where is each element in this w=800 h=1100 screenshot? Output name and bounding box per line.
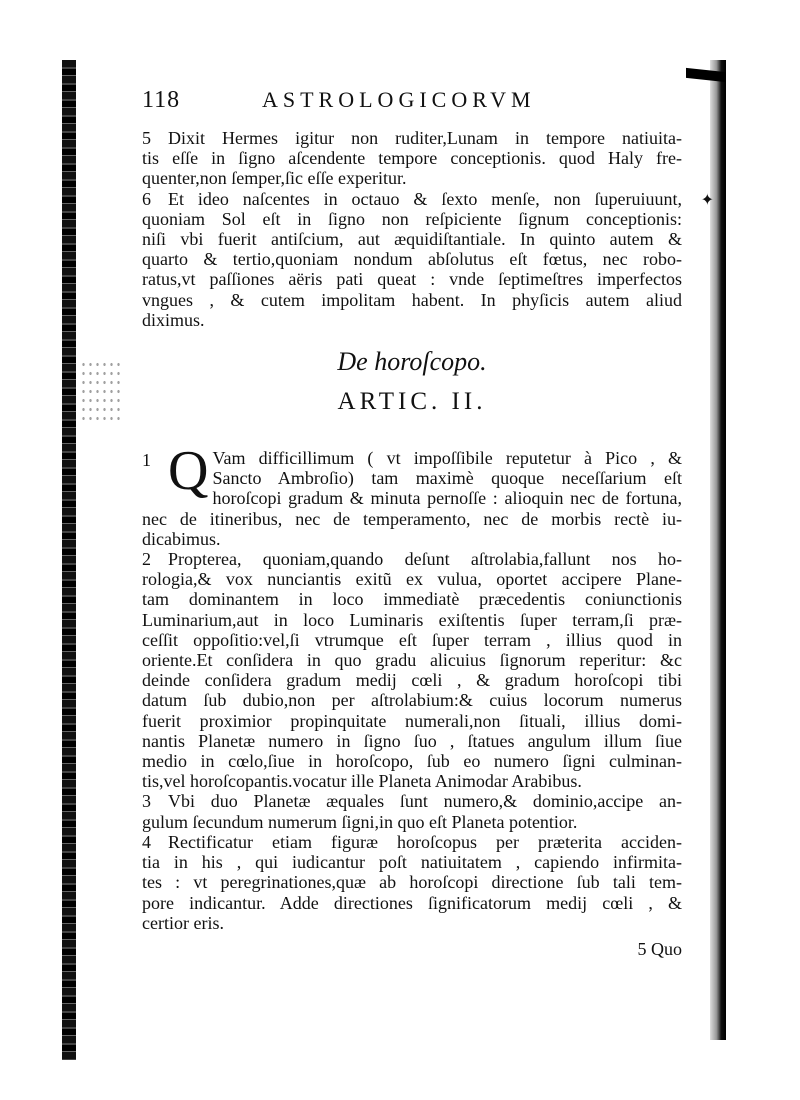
paragraph [142, 791, 682, 831]
line-text: niſi vbi fuerit antiſcium, aut æquidiſtantiale. In quinto autem & [142, 229, 682, 250]
text-line [142, 812, 682, 832]
text-line [142, 711, 682, 731]
line-text: certior eris. [142, 912, 224, 933]
line-text: gulum ſecundum numerum ſigni,in quo eſt Planeta potentior. [142, 811, 578, 832]
line-text: fuerit proximior propinquitate numerali,non ſituali, illius domi- [142, 710, 682, 731]
line-text: nec de itineribus, nec de temperamento, nec de morbis rectè iu- [142, 508, 682, 529]
section-title: De horoſcopo. [337, 347, 487, 377]
paragraph [142, 128, 682, 189]
catchword: 5 Quo [637, 938, 682, 959]
line-text: deinde conſidera gradum medij cœli , & gradum horoſcopi tibi [142, 670, 682, 691]
text-line [142, 549, 682, 569]
text-line [142, 791, 682, 811]
text-line [142, 269, 682, 289]
line-text: quenter,non ſemper,ſic eſſe experitur. [142, 168, 407, 189]
text-line [142, 468, 682, 488]
paragraph [142, 549, 682, 791]
paragraph [142, 832, 682, 933]
line-text: quoniam Sol eſt in ſigno non reſpiciente ſignum conceptionis: [142, 208, 682, 229]
line-text: horoſcopi gradum & minuta pernoſſe : alioquin nec de fortuna, [212, 488, 682, 509]
text-line [142, 529, 682, 549]
text-line [142, 209, 682, 229]
text-line [142, 290, 682, 310]
line-text: Sancto Ambroſio) tam maximè quoque neceſſarium eſt [212, 468, 682, 489]
line-text: rologia,& vox nunciantis exitũ ex vulua, oportet accipere Plane- [142, 569, 682, 590]
text-line [142, 310, 682, 330]
line-text: dicabimus. [142, 528, 221, 549]
text-line [142, 771, 682, 791]
line-text: tis,vel horoſcopantis.vocatur ille Planeta Animodar Arabibus. [142, 771, 582, 792]
line-text: tes : vt peregrinationes,quæ ab horoſcopi directione ſub tali tem- [142, 872, 682, 893]
line-text: tia in his , qui iudicantur poſt natiuitatem , capiendo infirmita- [142, 852, 682, 873]
text-line [142, 731, 682, 751]
scan-speckle [80, 360, 120, 420]
text-line [142, 509, 682, 529]
text-line [142, 229, 682, 249]
page-number: 118 [142, 87, 181, 113]
text-line [142, 249, 682, 269]
line-text: Et ideo naſcentes in octauo & ſexto menſe, non ſuperuiuunt, [168, 188, 682, 209]
catchword-row [142, 939, 682, 967]
ink-blot-icon: ✦ [700, 190, 714, 209]
line-text: vngues , & cutem impolitam habent. In phyſicis autem aliud [142, 289, 682, 310]
text-line [142, 852, 682, 872]
page-header [142, 87, 682, 124]
text-line [142, 488, 682, 508]
paragraph-number: 4 [142, 831, 151, 852]
line-text: pore indicantur. Adde directiones ſignificatorum medij cœli , & [142, 892, 682, 913]
paragraph-number: 5 [142, 128, 151, 148]
drop-cap: Q [168, 440, 209, 503]
text-line [142, 128, 682, 148]
text-line [142, 610, 682, 630]
text-line [142, 630, 682, 650]
paragraph-number: 2 [142, 549, 151, 570]
text-line [142, 832, 682, 852]
line-text: diximus. [142, 309, 205, 330]
line-text: Propterea, quoniam,quando deſunt aſtrolabia,fallunt nos ho- [168, 549, 682, 570]
text-line [142, 589, 682, 609]
line-text: tam dominantem in loco immediatè præcedentis coniunctionis [142, 589, 682, 610]
text-line [142, 650, 682, 670]
article-heading: ARTIC. II. [337, 388, 487, 416]
line-text: Luminarium,aut in loco Luminaris exiſtentis ſuper terram,ſi præ- [142, 609, 682, 630]
top-paragraphs [142, 128, 682, 330]
line-text: medio in cœlo,ſiue in horoſcopo, ſub eo numero ſigni culminan- [142, 751, 682, 772]
running-title: ASTROLOGICORVM [262, 87, 536, 112]
paragraph-number: 6 [142, 188, 151, 209]
text-line [142, 872, 682, 892]
text-line [142, 670, 682, 690]
book-spine-edge [62, 60, 76, 1060]
main-paragraphs [142, 440, 682, 933]
text-line [142, 148, 682, 168]
line-text: tis eſſe in ſigno aſcendente tempore conceptionis. quod Haly fre- [142, 148, 682, 169]
line-text: nantis Planetæ numero in ſigno ſuo , ſtatues angulum illum ſiue [142, 730, 682, 751]
text-line [142, 913, 682, 933]
line-text: Rectificatur etiam figuræ horoſcopus per præterita acciden- [168, 831, 682, 852]
text-line [142, 893, 682, 913]
text-line [142, 751, 682, 771]
text-line [142, 690, 682, 710]
line-text: datum ſub dubio,non per aſtrolabium:& cuius locorum numerus [142, 690, 682, 711]
text-line [142, 569, 682, 589]
paragraph-number: 3 [142, 791, 151, 812]
text-line [142, 168, 682, 188]
line-text: ceſſit oppoſitio:vel,ſi vtrumque eſt ſuper terram , illius quod in [142, 629, 682, 650]
line-text: oriente.Et conſidera in quo gradu alicuius ſignorum reperitur: &c [142, 650, 682, 671]
line-text: Vbi duo Planetæ æquales ſunt numero,& dominio,accipe an- [168, 791, 682, 812]
paragraph-number: 1 [142, 450, 151, 471]
paragraph [142, 440, 682, 549]
text-line [142, 189, 682, 209]
line-text: quarto & tertio,quoniam nondum abſolutus eſt fœtus, nec robo- [142, 249, 682, 270]
paragraph [142, 189, 682, 330]
text-block [142, 87, 682, 967]
line-text: ratus,vt paſſiones aëris pati queat : vnde ſeptimeſtres imperfectos [142, 269, 682, 290]
line-text: Dixit Hermes igitur non ruditer,Lunam in tempore natiuita- [168, 128, 682, 148]
line-text: Vam difficillimum ( vt impoſſibile reputetur à Pico , & [212, 448, 682, 469]
